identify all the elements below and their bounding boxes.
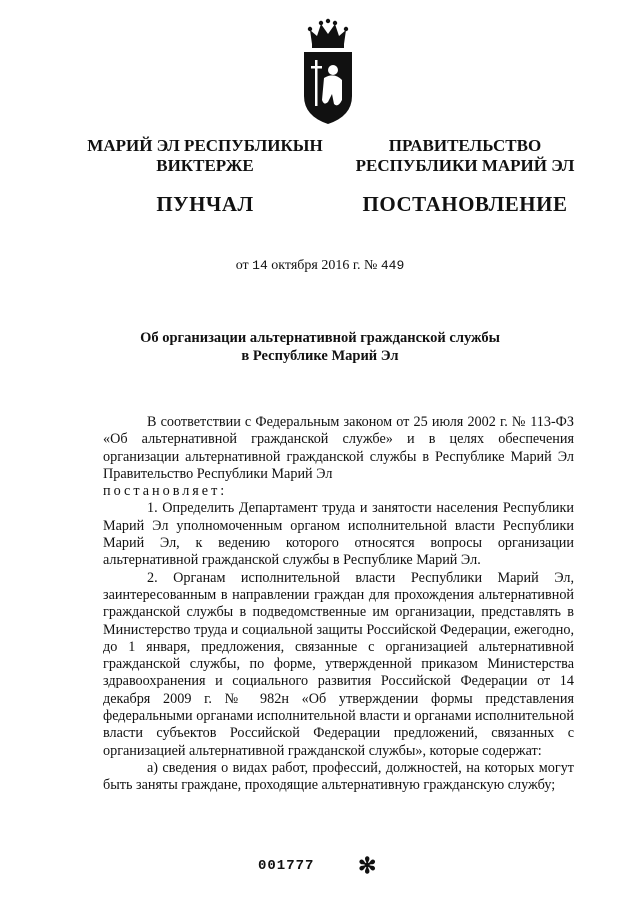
header-left-line1: МАРИЙ ЭЛ РЕСПУБЛИКЫН — [87, 136, 323, 155]
date-prefix: от — [235, 258, 249, 273]
header-right-doc-type: ПОСТАНОВЛЕНИЕ — [362, 192, 568, 216]
body-intro: В соответствии с Федеральным законом от 25 июля 2002 г. № 113-ФЗ «Об альтернативной гражданской службе» и в целях обеспечения организации альтернативной гражданской службы в Республике Марий Эл Правительство Республики Марий Эл — [103, 414, 574, 482]
date-month-year: октября 2016 г. № — [271, 258, 378, 273]
header-left-line2: ВИКТЕРЖЕ — [156, 156, 254, 175]
document-title — [100, 329, 540, 365]
header-right-line1: ПРАВИТЕЛЬСТВО — [388, 136, 542, 155]
header-left-block — [80, 136, 330, 214]
body-paragraph-1: 1. Определить Департамент труда и занятости населения Республики Марий Эл уполномоченным органом исполнительной власти Республики Марий Эл, к ведению которого относятся вопросы организации альтернативной гражданской службы в Республике Марий Эл. — [103, 500, 574, 569]
title-line2: в Республике Марий Эл — [241, 348, 399, 364]
coat-of-arms-emblem — [300, 18, 356, 128]
date-day: 14 — [252, 258, 268, 273]
title-line1: Об организации альтернативной гражданской службы — [140, 330, 500, 346]
document-body — [103, 414, 574, 795]
body-paragraph-2a: а) сведения о видах работ, профессий, должностей, на которых могут быть заняты граждане, проходящие альтернативную гражданскую службу; — [103, 759, 574, 794]
crown-icon — [308, 19, 348, 48]
body-paragraph-2: 2. Органам исполнительной власти Республики Марий Эл, заинтересованным в направлении граждан для прохождения альтернативной гражданской службы в подведомственные им организации, представлять в Министерство труда и социальной защиты Российской Федерации, ежегодно, до 1 января, предложения, связанные с организацией альтернативной гражданской службы, по форме, утвержденной приказом Министерства здравоохранения и социального развития Российской Федерации от 14 декабря 2009 г. № 982н «Об утверждении формы представления федеральными органами исполнительной власти и органами исполнительной власти субъектов Российской Федерации предложений, связанных с организацией альтернативной гражданской службы», которые содержат: — [103, 569, 574, 759]
body-resolves — [103, 483, 574, 500]
form-serial-number: 001777 — [258, 858, 315, 874]
asterisk-mark-icon: ✻ — [358, 853, 377, 878]
header-left-doc-type: ПУНЧАЛ — [156, 192, 254, 216]
header-right-line2: РЕСПУБЛИКИ МАРИЙ ЭЛ — [355, 156, 575, 175]
header-right-block — [340, 136, 590, 214]
body-resolves-text: постановляет: — [103, 483, 228, 500]
document-date-line — [0, 258, 640, 274]
document-number: 449 — [380, 258, 405, 273]
